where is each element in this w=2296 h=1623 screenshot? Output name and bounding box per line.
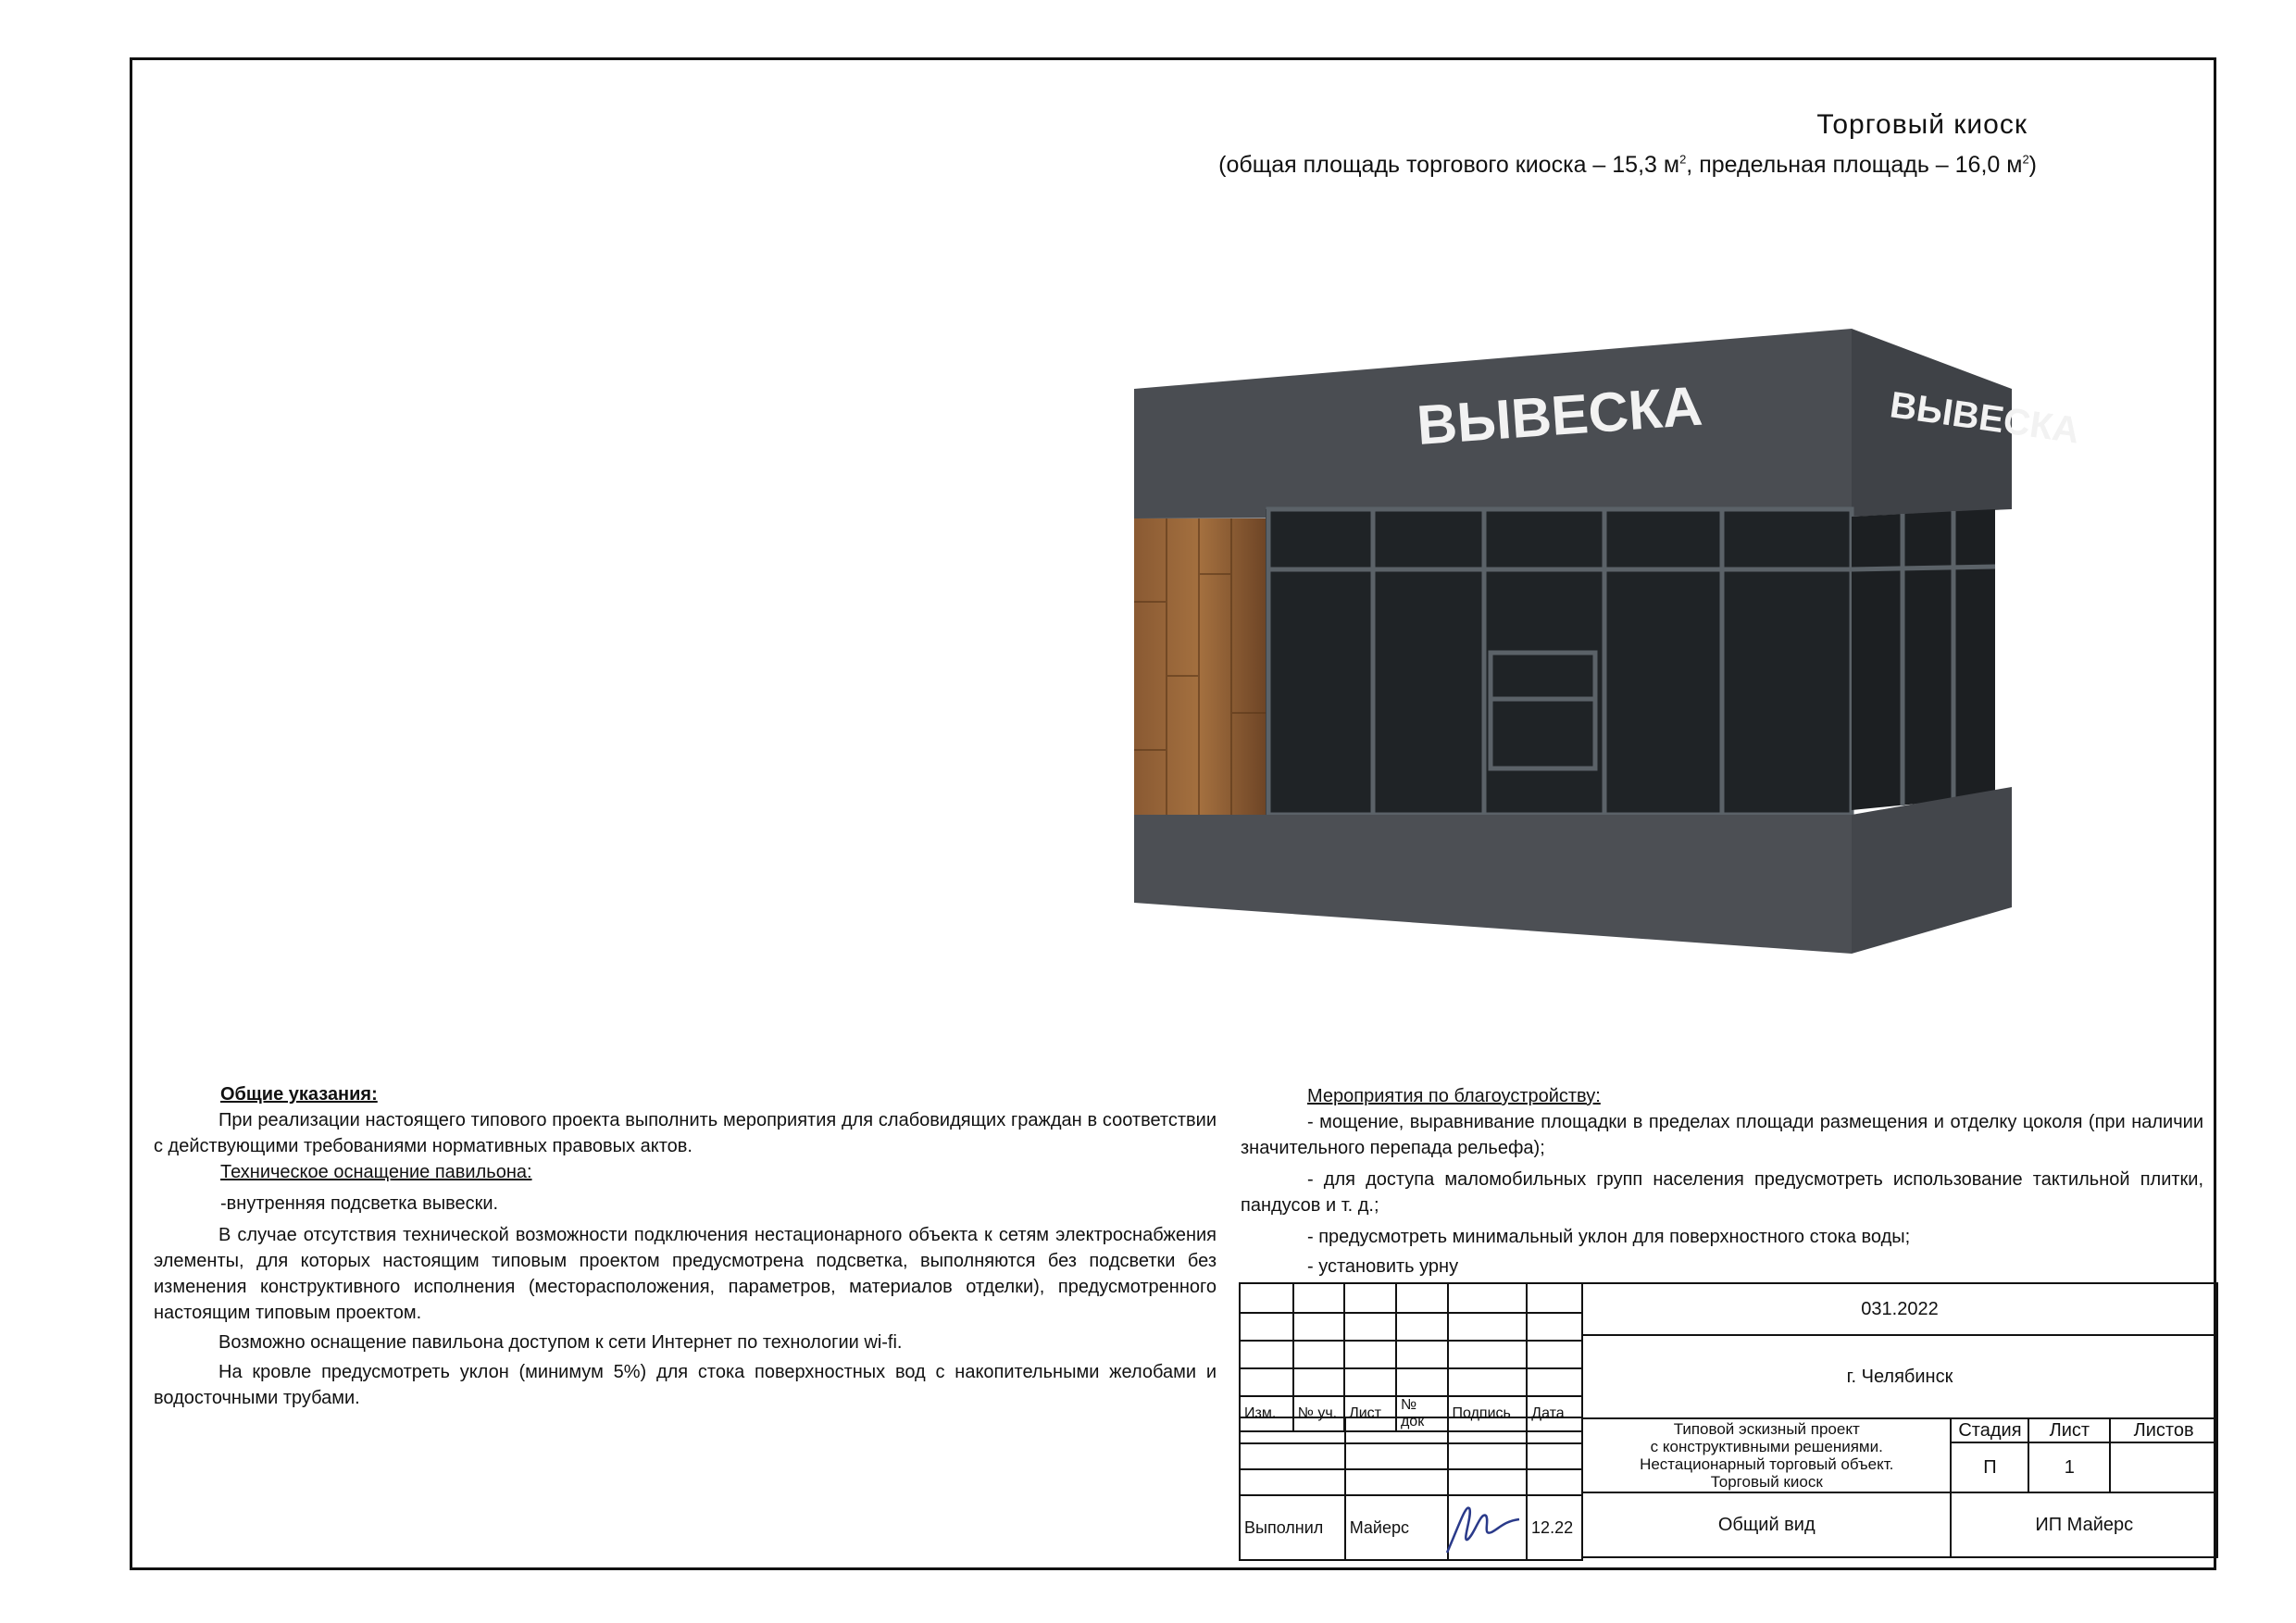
project-code: 031.2022 xyxy=(1582,1283,2217,1335)
superscript-2: 2 xyxy=(2022,152,2029,167)
col-n-dok: № док xyxy=(1396,1396,1448,1431)
handwritten-signature xyxy=(1440,1495,1523,1560)
general-note-2: -внутренняя подсветка вывески. xyxy=(220,1193,499,1214)
improvement-item-1: - мощение, выравнивание площадки в пределах площади размещения и отделку цоколя (при наличии значительного перепада рельефа); xyxy=(1241,1112,2203,1158)
stage-header: Стадия xyxy=(1951,1418,2028,1442)
project-line-4: Торговый киоск xyxy=(1710,1473,1823,1491)
general-notes xyxy=(154,1081,1217,1411)
general-note-3: В случае отсутствия технической возможности подключения нестационарного объекта к сетям электроснабжения элементы, для которых настоящим типовым проектом предусмотрена подсветка, выполняются без подсветки без изменения конструктивного исполнения (месторасположения, параметров, материалов отделки), предусмотренного настоящим типовым проектом. xyxy=(154,1225,1217,1323)
general-note-5: На кровле предусмотреть уклон (минимум 5%) для стока поверхностных вод с накопительными желобами и водосточными трубами. xyxy=(154,1362,1217,1408)
general-note-4: Возможно оснащение павильона доступом к сети Интернет по технологии wi-fi. xyxy=(218,1332,903,1353)
sign-front: ВЫВЕСКА xyxy=(1415,374,1704,456)
subtitle-part-3: ) xyxy=(2028,152,2037,178)
revision-table xyxy=(1239,1282,1583,1432)
improvement-item-3: - предусмотреть минимальный уклон для поверхностного стока воды; xyxy=(1307,1227,1911,1247)
sheets-header: Листов xyxy=(2110,1418,2217,1442)
performed-label: Выполнил xyxy=(1240,1495,1345,1560)
sign-date: 12.22 xyxy=(1527,1495,1582,1560)
title-block xyxy=(1581,1282,2218,1558)
tech-heading: Техническое оснащение павильона: xyxy=(220,1162,532,1182)
col-data: Дата xyxy=(1527,1396,1582,1431)
col-list: Лист xyxy=(1344,1396,1396,1431)
organization: ИП Майерс xyxy=(1951,1492,2217,1557)
subtitle-part-1: (общая площадь торгового киоска – 15,3 м xyxy=(1218,152,1680,178)
sign-side: ВЫВЕСКА xyxy=(1887,384,2082,452)
page-subtitle xyxy=(1218,152,2037,179)
project-line-2: с конструктивными решениями. xyxy=(1650,1438,1883,1455)
project-description xyxy=(1582,1418,1951,1492)
plinth-side xyxy=(1852,787,2012,954)
subtitle-part-2: , предельная площадь – 16,0 м xyxy=(1686,152,2023,178)
side-glazing xyxy=(1852,509,1995,810)
improvement-item-2: - для доступа маломобильных групп населения предусмотреть использование тактильной плитки, пандусов и т. д.; xyxy=(1241,1169,2203,1216)
superscript-1: 2 xyxy=(1679,152,1687,167)
col-podpis: Подпись xyxy=(1448,1396,1528,1431)
city: г. Челябинск xyxy=(1582,1335,2217,1418)
general-note-1: При реализации настоящего типового проекта выполнить мероприятия для слабовидящих граждан в соответствии с действующими требованиями нормативных правовых актов. xyxy=(154,1110,1217,1156)
performer-name: Майерс xyxy=(1345,1495,1448,1560)
improvement-item-4: - установить урну xyxy=(1307,1256,1459,1277)
general-notes-heading: Общие указания: xyxy=(220,1084,378,1105)
plinth-front xyxy=(1134,815,1852,954)
page-title: Торговый киоск xyxy=(1816,109,2028,140)
improvement-notes xyxy=(1241,1083,2203,1280)
col-n-uch: № уч. xyxy=(1293,1396,1344,1431)
sheets-value xyxy=(2110,1442,2217,1492)
signature-table xyxy=(1239,1417,1583,1561)
project-line-3: Нестационарный торговый объект. xyxy=(1640,1455,1894,1473)
improvement-heading: Мероприятия по благоустройству: xyxy=(1307,1086,1601,1106)
sheet-value: 1 xyxy=(2028,1442,2110,1492)
sheet-header: Лист xyxy=(2028,1418,2110,1442)
col-izm: Изм. xyxy=(1240,1396,1293,1431)
view-name: Общий вид xyxy=(1582,1492,1951,1557)
kiosk-render xyxy=(1129,324,2082,963)
project-line-1: Типовой эскизный проект xyxy=(1673,1420,1860,1438)
stage-value: П xyxy=(1951,1442,2028,1492)
